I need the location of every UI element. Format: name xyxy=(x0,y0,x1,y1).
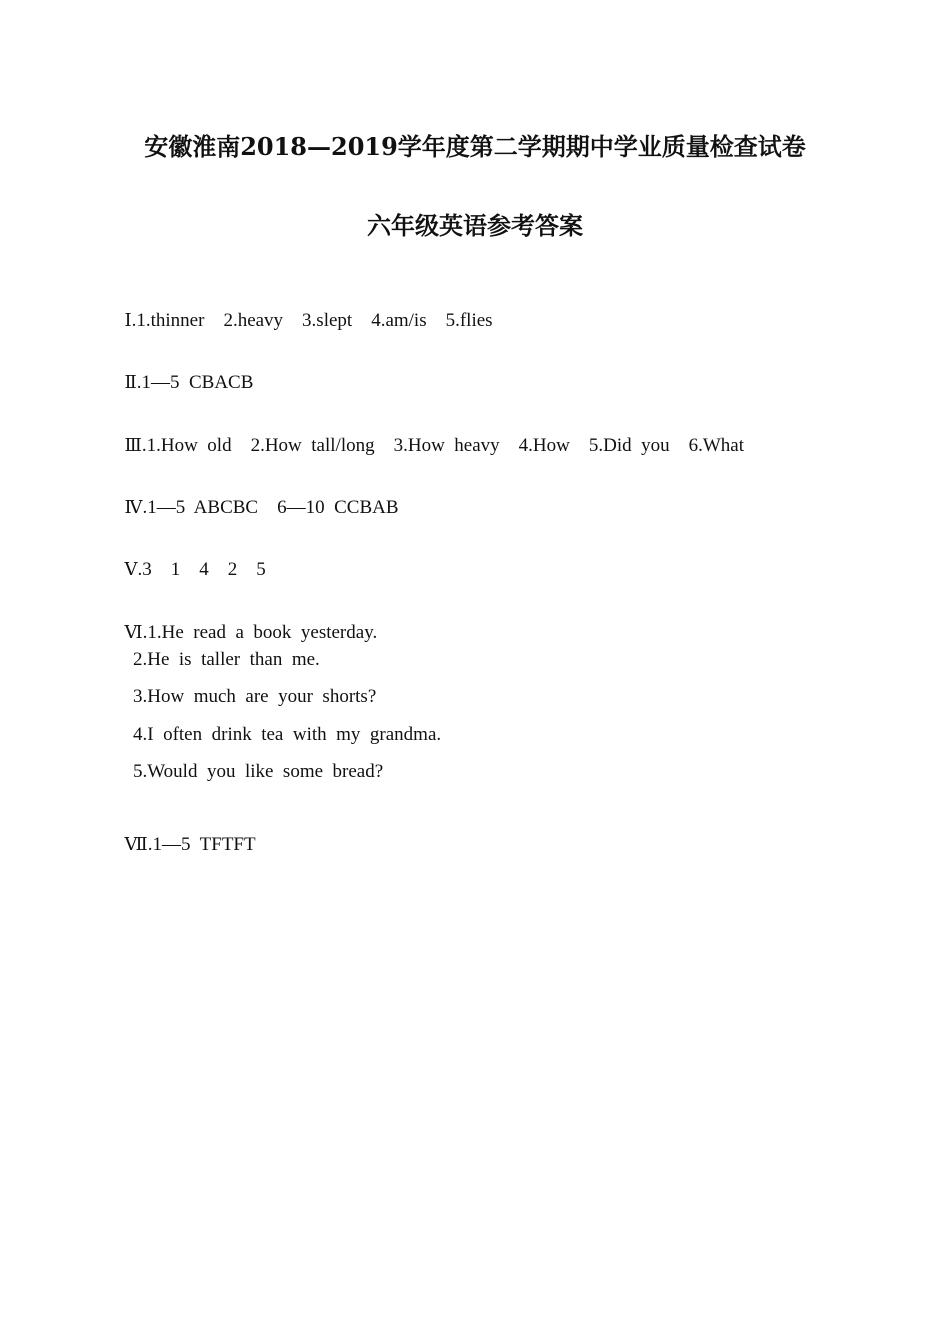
answer-item: 5.Would you like some bread? xyxy=(133,761,384,782)
answer-item: 4.I often drink tea with my grandma. xyxy=(133,724,442,745)
section-numeral: Ⅲ xyxy=(124,435,142,456)
section-numeral: Ⅱ xyxy=(124,372,137,393)
answer-item: 2.He is taller than me. xyxy=(133,649,320,670)
section-answers: .1.thinner 2.heavy 3.slept 4.am/is 5.flies xyxy=(131,310,493,331)
section-answers: .3 1 4 2 5 xyxy=(137,559,266,580)
document-subtitle: 六年级英语参考答案 xyxy=(367,211,583,240)
answer-item: 3.How much are your shorts? xyxy=(133,686,377,707)
section-answers: .1—5 CBACB xyxy=(136,372,254,393)
answer-section-6 xyxy=(115,600,377,644)
section-numeral: Ⅳ xyxy=(124,497,143,518)
section-numeral: Ⅵ xyxy=(124,622,143,643)
answer-section-4 xyxy=(115,475,399,519)
section-answers: .1.How old 2.How tall/long 3.How heavy 4.How 5.Did you 6.What xyxy=(141,435,744,456)
section-numeral: Ⅰ xyxy=(124,310,132,331)
answer-section-3 xyxy=(115,413,744,457)
answer-section-2 xyxy=(115,350,253,394)
answer-section-5 xyxy=(115,537,266,581)
answer-section-1 xyxy=(115,288,493,332)
section-answers: .1—5 ABCBC 6—10 CCBAB xyxy=(142,497,399,518)
section-answers: .1—5 TFTFT xyxy=(147,834,256,855)
section-numeral: Ⅴ xyxy=(124,559,138,580)
section-numeral: Ⅶ xyxy=(124,834,148,855)
answer-section-7 xyxy=(115,812,256,856)
section-answers: .1.He read a book yesterday. xyxy=(142,622,378,643)
document-title: 安徽淮南2018—2019学年度第二学期期中学业质量检查试卷 xyxy=(144,132,806,161)
